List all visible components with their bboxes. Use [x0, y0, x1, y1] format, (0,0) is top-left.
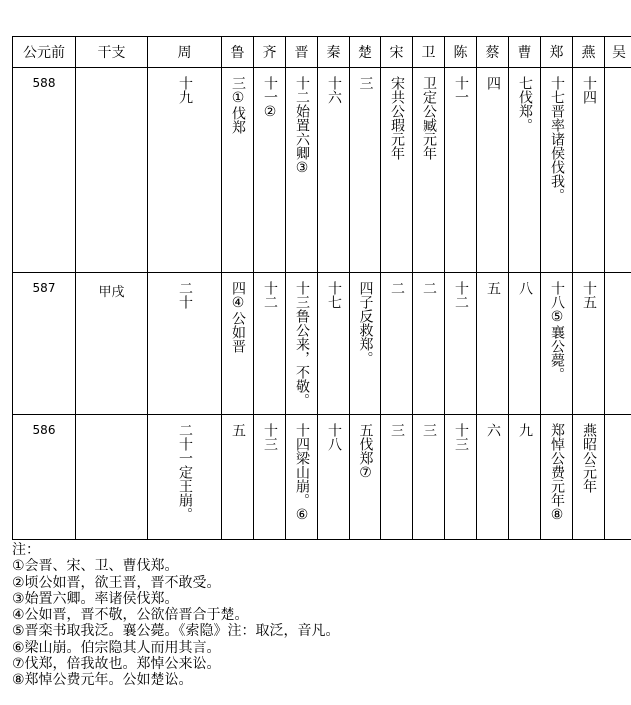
cell-text: 六 [485, 423, 502, 437]
cell-text: 三①伐郑 [230, 76, 247, 134]
cell-text: 十三鲁公来，不敬。 [294, 281, 311, 407]
cell-qi [254, 68, 286, 273]
cell-text: 十七晋率诸侯伐我。 [549, 76, 566, 202]
table-row [13, 68, 631, 273]
cell-chu [350, 415, 381, 540]
header-zhou: 周 [148, 37, 222, 68]
cell-cao [509, 273, 541, 415]
header-cao: 曹 [509, 37, 541, 68]
cell-jin [286, 273, 318, 415]
cell-text: 十九 [177, 76, 194, 104]
cell-text: 七伐郑。 [517, 76, 534, 132]
cell-zheng [541, 68, 573, 273]
ganzhi-text: 甲戌 [98, 285, 125, 300]
cell-qi [254, 415, 286, 540]
header-song: 宋 [381, 37, 413, 68]
cell-text: 十八 [326, 423, 343, 451]
cell-cao [509, 68, 541, 273]
cell-song [381, 273, 413, 415]
cell-year [13, 273, 76, 415]
cell-text: 宋共公瑕元年 [389, 76, 406, 160]
year-text: 586 [32, 423, 56, 437]
cell-text: 十三 [262, 423, 279, 451]
cell-wu [605, 415, 631, 540]
header-chen: 陈 [445, 37, 477, 68]
cell-text: 十八⑤襄公薨。 [549, 281, 566, 381]
year-text: 587 [32, 281, 56, 295]
cell-cao [509, 415, 541, 540]
header-cai: 蔡 [477, 37, 509, 68]
footnote-5: ⑤晋栾书取我泛。襄公薨。《索隐》注：取泛，音凡。 [12, 623, 340, 640]
cell-cai [477, 68, 509, 273]
cell-qi [254, 273, 286, 415]
header-zheng: 郑 [541, 37, 573, 68]
cell-song [381, 415, 413, 540]
cell-yan [573, 415, 605, 540]
cell-wei [413, 68, 445, 273]
cell-text: 十七 [326, 281, 343, 309]
footnotes [12, 542, 340, 689]
cell-year [13, 415, 76, 540]
cell-text: 燕昭公元年 [581, 423, 598, 493]
cell-text: 八 [517, 281, 534, 295]
cell-yan [573, 273, 605, 415]
cell-zhou [148, 415, 222, 540]
header-wu: 吴 [605, 37, 631, 68]
cell-jin [286, 68, 318, 273]
cell-text: 二 [421, 281, 438, 295]
cell-text: 十二 [262, 281, 279, 309]
cell-text: 十一② [262, 76, 279, 120]
footnote-2: ②顷公如晋，欲王晋，晋不敢受。 [12, 574, 221, 591]
cell-text: 五伐郑⑦ [357, 423, 374, 481]
cell-text: 郑悼公费元年⑧ [549, 423, 566, 523]
header-chu: 楚 [350, 37, 381, 68]
cell-qin [318, 415, 350, 540]
cell-chu [350, 68, 381, 273]
cell-text: 二十 [177, 281, 194, 309]
cell-text: 四子反救郑。 [357, 281, 374, 365]
cell-chen [445, 68, 477, 273]
chronicle-table [12, 36, 631, 540]
cell-text: 三 [389, 423, 406, 437]
cell-lu [222, 68, 254, 273]
cell-text: 五 [485, 281, 502, 295]
cell-year [13, 68, 76, 273]
cell-zheng [541, 415, 573, 540]
cell-ganzhi [76, 68, 148, 273]
header-yan: 燕 [573, 37, 605, 68]
cell-wei [413, 273, 445, 415]
footnote-6: ⑥梁山崩。伯宗隐其人而用其言。 [12, 639, 221, 656]
cell-text: 二 [389, 281, 406, 295]
cell-text: 十五 [581, 281, 598, 309]
footnote-3: ③始置六卿。率诸侯伐郑。 [12, 590, 179, 607]
cell-cai [477, 273, 509, 415]
footnote-1: ①会晋、宋、卫、曹伐郑。 [12, 558, 179, 575]
cell-jin [286, 415, 318, 540]
cell-text: 十一 [453, 76, 470, 104]
footnote-4: ④公如晋，晋不敬，公欲倍晋合于楚。 [12, 607, 249, 624]
cell-text: 四 [485, 76, 502, 90]
cell-text: 四④公如晋 [230, 281, 247, 353]
cell-yan [573, 68, 605, 273]
cell-wu [605, 68, 631, 273]
cell-zhou [148, 68, 222, 273]
table-row [13, 415, 631, 540]
footnotes-heading: 注： [12, 542, 40, 558]
header-qin: 秦 [318, 37, 350, 68]
cell-song [381, 68, 413, 273]
cell-qin [318, 68, 350, 273]
cell-text: 九 [517, 423, 534, 437]
header-year: 公元前 [13, 37, 76, 68]
header-qi: 齐 [254, 37, 286, 68]
footnote-7: ⑦伐郑，倍我故也。郑悼公来讼。 [12, 656, 221, 673]
cell-cai [477, 415, 509, 540]
cell-text: 十二始置六卿③ [294, 76, 311, 176]
footnote-8: ⑧郑悼公费元年。公如楚讼。 [12, 672, 193, 689]
header-lu: 鲁 [222, 37, 254, 68]
cell-wu [605, 273, 631, 415]
cell-chen [445, 273, 477, 415]
cell-text: 十四 [581, 76, 598, 104]
header-ganzhi: 干支 [76, 37, 148, 68]
cell-lu [222, 273, 254, 415]
cell-zhou [148, 273, 222, 415]
cell-text: 十二 [453, 281, 470, 309]
cell-text: 十六 [326, 76, 343, 104]
header-wei: 卫 [413, 37, 445, 68]
cell-text: 二十一定王崩。 [177, 423, 194, 521]
header-jin: 晋 [286, 37, 318, 68]
cell-text: 十四梁山崩。⑥ [294, 423, 311, 523]
cell-ganzhi [76, 415, 148, 540]
cell-wei [413, 415, 445, 540]
cell-lu [222, 415, 254, 540]
cell-text: 卫定公臧元年 [421, 76, 438, 160]
cell-zheng [541, 273, 573, 415]
header-row [13, 37, 631, 68]
cell-text: 三 [357, 76, 374, 90]
cell-ganzhi [76, 273, 148, 415]
cell-text: 十三 [453, 423, 470, 451]
year-text: 588 [32, 76, 56, 90]
cell-qin [318, 273, 350, 415]
cell-chu [350, 273, 381, 415]
cell-text: 三 [421, 423, 438, 437]
cell-chen [445, 415, 477, 540]
cell-text: 五 [230, 423, 247, 437]
table-row [13, 273, 631, 415]
